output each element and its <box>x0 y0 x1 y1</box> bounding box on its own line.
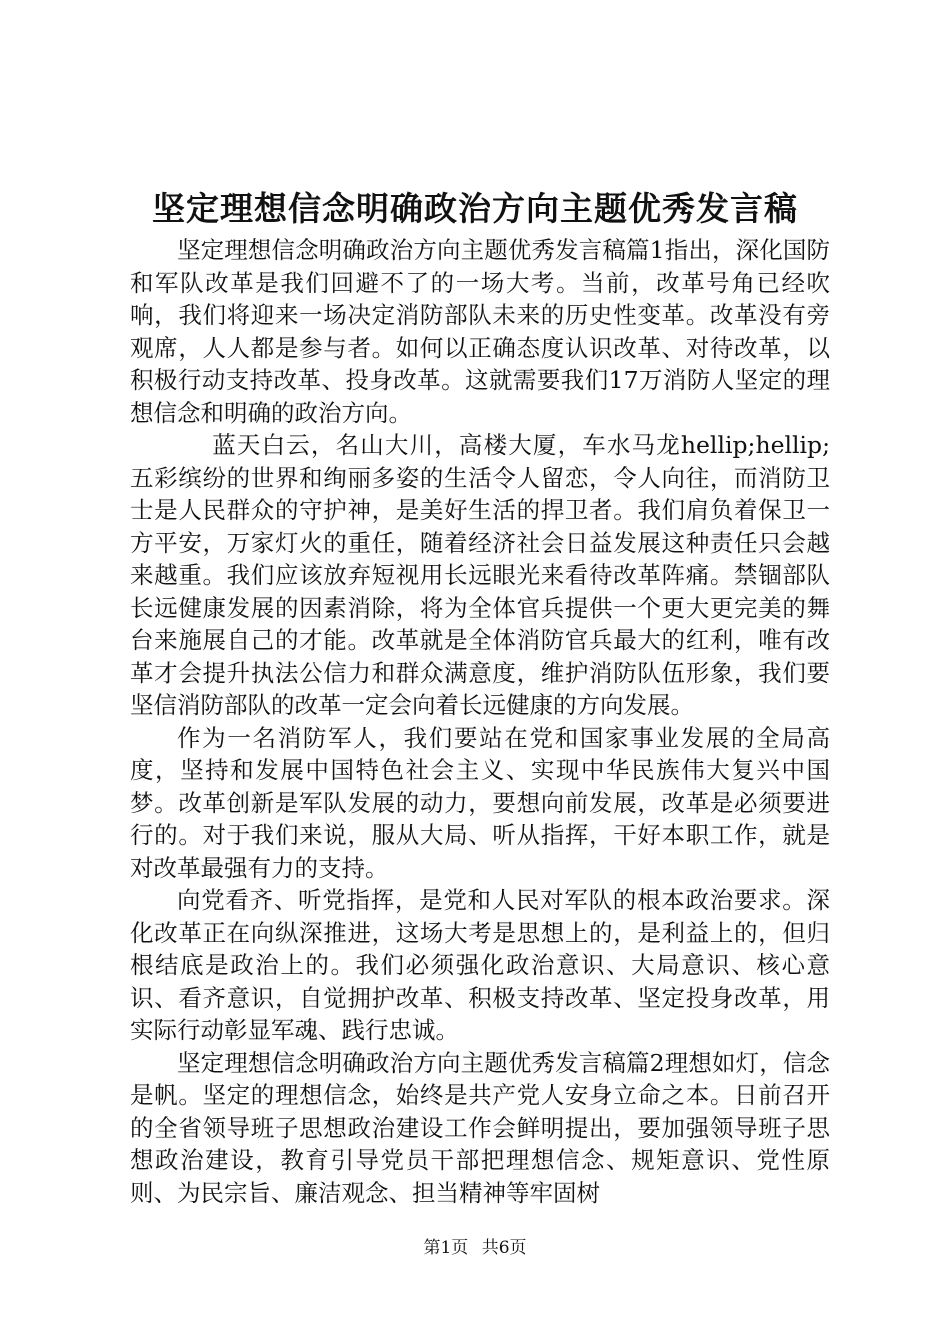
page-number: 第1页 <box>423 1238 469 1258</box>
paragraph-4: 向党看齐、听党指挥，是党和人民对军队的根本政治要求。深化改革正在向纵深推进，这场大考是思想上的，是利益上的，但归根结底是政治上的。我们必须强化政治意识、大局意识、核心意识、看齐意识，自觉拥护改革、积极支持改革、坚定投身改革，用实际行动彰显军魂、践行忠诚。 <box>130 886 830 1044</box>
page-total: 共6页 <box>481 1238 527 1258</box>
document-title: 坚定理想信念明确政治方向主题优秀发言稿 <box>152 189 798 228</box>
paragraph-5: 坚定理想信念明确政治方向主题优秀发言稿篇2理想如灯，信念是帆。坚定的理想信念，始终是共产党人安身立命之本。日前召开的全省领导班子思想政治建设工作会鲜明提出，要加强领导班子思想政治建设，教育引导党员干部把理想信念、规矩意识、党性原则、为民宗旨、廉洁观念、担当精神等牢固树 <box>130 1048 830 1207</box>
paragraph-1: 坚定理想信念明确政治方向主题优秀发言稿篇1指出，深化国防和军队改革是我们回避不了的一场大考。当前，改革号角已经吹响，我们将迎来一场决定消防部队未来的历史性变革。改革没有旁观席，人人都是参与者。如何以正确态度认识改革、对待改革，以积极行动支持改革、投身改革。这就需要我们17万消防人坚定的理想信念和明确的政治方向。 <box>130 236 830 427</box>
page-footer <box>0 1236 950 1260</box>
paragraph-2: 蓝天白云，名山大川，高楼大厦，车水马龙hellip;hellip;五彩缤纷的世界和绚丽多姿的生活令人留恋，令人向往，而消防卫士是人民群众的守护神，是美好生活的捍卫者。我们肩负着保卫一方平安，万家灯火的重任，随着经济社会日益发展这种责任只会越来越重。我们应该放弃短视用长远眼光来看待改革阵痛。禁锢部队长远健康发展的因素消除，将为全体官兵提供一个更大更完美的舞台来施展自己的才能。改革就是全体消防官兵最大的红利，唯有改革才会提升执法公信力和群众满意度，维护消防队伍形象，我们要坚信消防部队的改革一定会向着长远健康的方向发展。 <box>130 431 830 719</box>
paragraph-3: 作为一名消防军人，我们要站在党和国家事业发展的全局高度，坚持和发展中国特色社会主义、实现中华民族伟大复兴中国梦。改革创新是军队发展的动力，要想向前发展，改革是必须要进行的。对于我们来说，服从大局、听从指挥，干好本职工作，就是对改革最强有力的支持。 <box>130 723 830 882</box>
document-body <box>130 234 830 1209</box>
